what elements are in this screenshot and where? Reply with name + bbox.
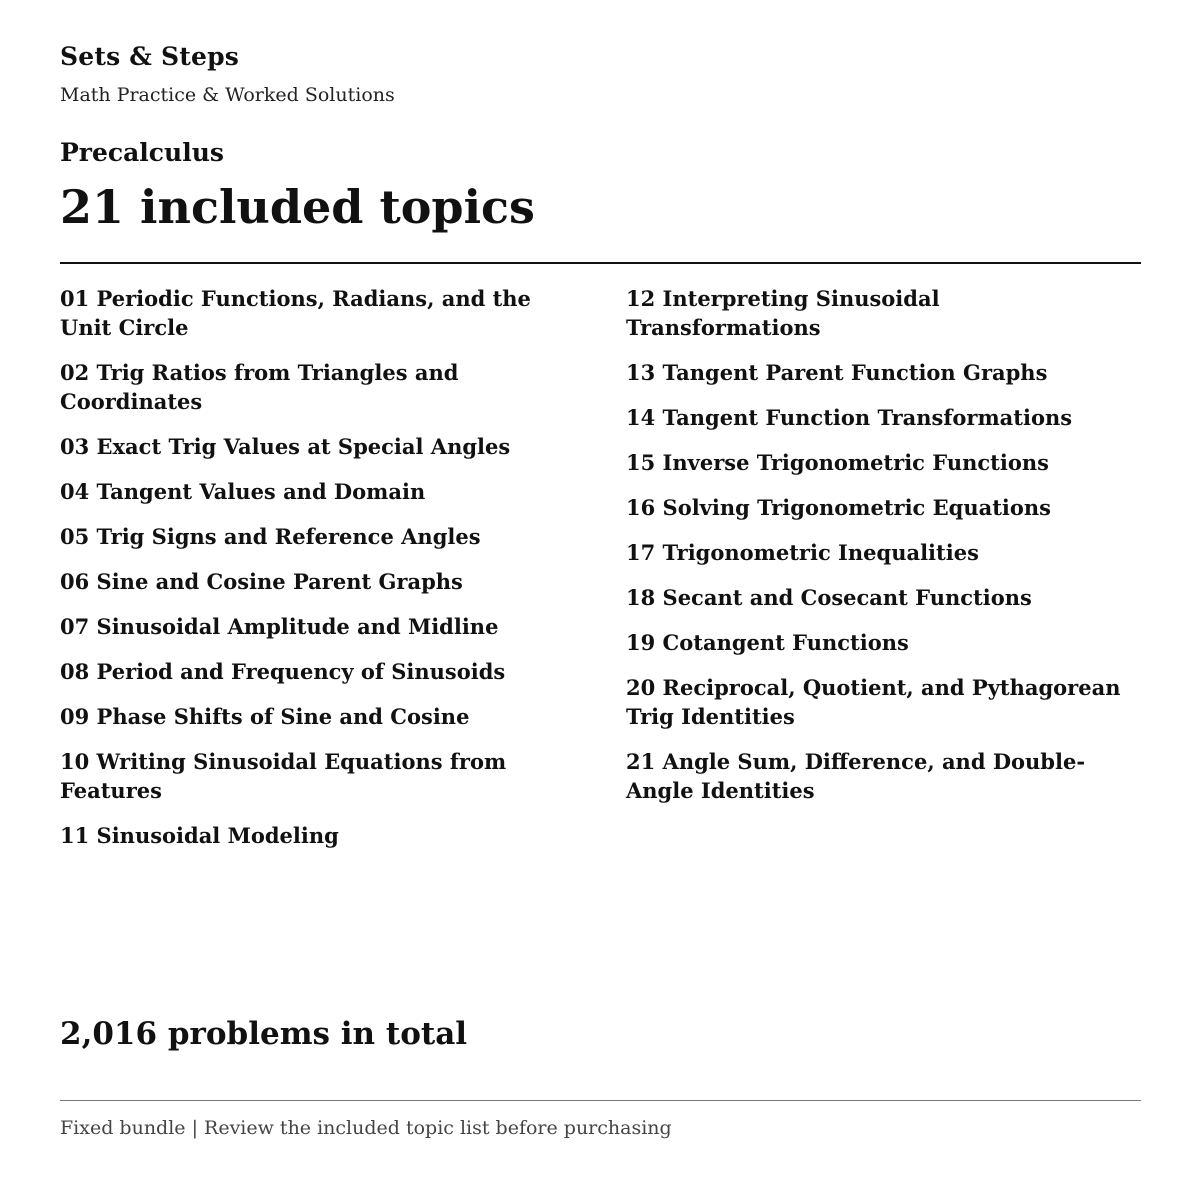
product-page (60, 0, 1141, 1200)
topic-column-right (626, 284, 1141, 866)
topic-item: 14 Tangent Function Transformations (626, 405, 1073, 430)
topic-item: 15 Inverse Trigonometric Functions (626, 450, 1049, 475)
topic-item: 01 Periodic Functions, Radians, and the Unit Circle (60, 286, 531, 340)
topic-item: 09 Phase Shifts of Sine and Cosine (60, 704, 470, 729)
footer-note: Fixed bundle | Review the included topic list before purchasing (60, 1117, 672, 1139)
topic-item: 04 Tangent Values and Domain (60, 479, 426, 504)
topic-item: 03 Exact Trig Values at Special Angles (60, 434, 511, 459)
topic-column-left (60, 284, 580, 866)
brand-tagline: Math Practice & Worked Solutions (60, 84, 395, 106)
topic-item: 08 Period and Frequency of Sinusoids (60, 659, 506, 684)
brand-name: Sets & Steps (60, 42, 240, 71)
topic-item: 19 Cotangent Functions (626, 630, 909, 655)
footer-divider (60, 1100, 1141, 1101)
topic-item: 05 Trig Signs and Reference Angles (60, 524, 481, 549)
topic-item: 02 Trig Ratios from Triangles and Coordinates (60, 360, 459, 414)
topic-item: 12 Interpreting Sinusoidal Transformations (626, 286, 940, 340)
topic-item: 18 Secant and Cosecant Functions (626, 585, 1032, 610)
problem-total: 2,016 problems in total (60, 1016, 468, 1052)
topic-list (60, 284, 1141, 866)
topic-item: 11 Sinusoidal Modeling (60, 823, 339, 848)
course-name: Precalculus (60, 138, 224, 167)
topic-item: 07 Sinusoidal Amplitude and Midline (60, 614, 499, 639)
topic-item: 06 Sine and Cosine Parent Graphs (60, 569, 463, 594)
topic-item: 17 Trigonometric Inequalities (626, 540, 979, 565)
header-divider (60, 262, 1141, 264)
topic-item: 16 Solving Trigonometric Equations (626, 495, 1051, 520)
topic-item: 13 Tangent Parent Function Graphs (626, 360, 1048, 385)
topic-item: 20 Reciprocal, Quotient, and Pythagorean Trig Identities (626, 675, 1121, 729)
topic-count-heading: 21 included topics (60, 180, 535, 234)
topic-item: 21 Angle Sum, Difference, and Double-Angle Identities (626, 749, 1086, 803)
topic-item: 10 Writing Sinusoidal Equations from Features (60, 749, 507, 803)
